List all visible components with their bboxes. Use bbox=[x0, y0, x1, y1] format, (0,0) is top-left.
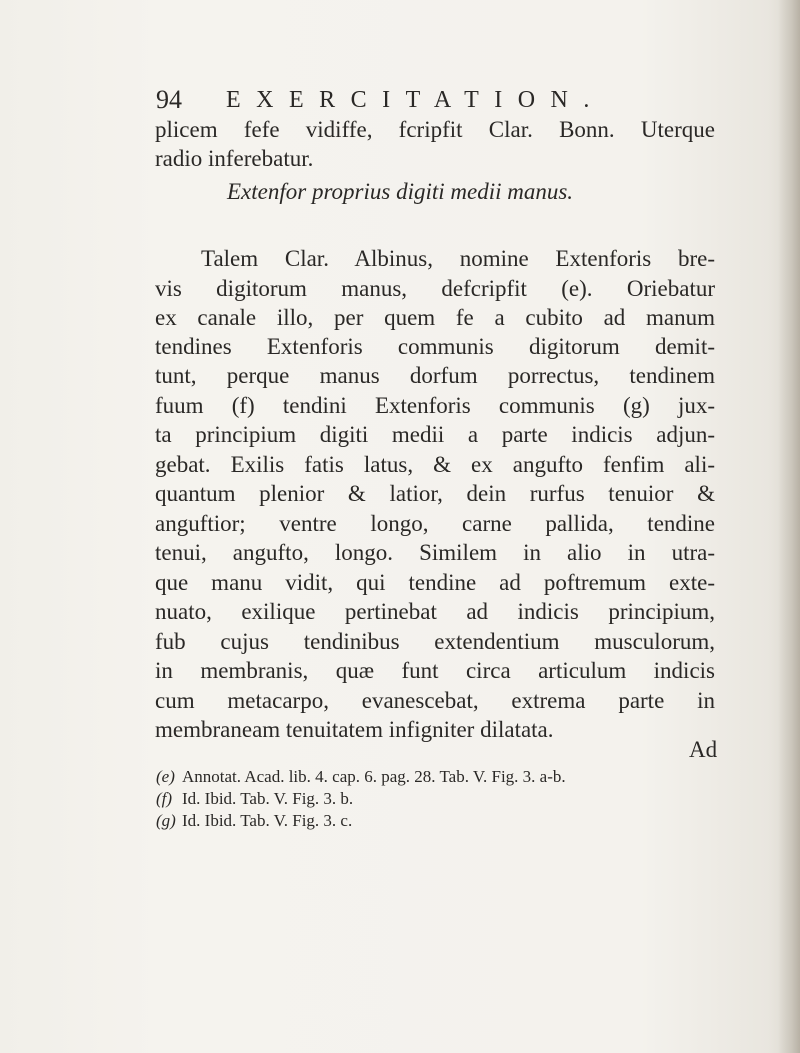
text-line: vis digitorum manus, defcripfit (e). Oriebatur bbox=[155, 276, 715, 301]
text-line: nuato, exilique pertinebat ad indicis principium, bbox=[155, 599, 715, 624]
text-line: quantum plenior & latior, dein rurfus tenuior & bbox=[155, 481, 715, 506]
footnote-text: Id. Ibid. Tab. V. Fig. 3. c. bbox=[182, 811, 353, 830]
running-head bbox=[156, 86, 716, 114]
page-number: 94 bbox=[156, 85, 182, 114]
text-line: tenui, angufto, longo. Similem in alio in utra- bbox=[155, 540, 715, 565]
page-edge-shadow bbox=[778, 0, 800, 1053]
text-line: in membranis, quæ funt circa articulum indicis bbox=[155, 658, 715, 683]
text-line: gebat. Exilis fatis latus, & ex angufto fenfim ali- bbox=[155, 452, 715, 477]
footnote-text: Id. Ibid. Tab. V. Fig. 3. b. bbox=[182, 789, 354, 808]
text-line: ex canale illo, per quem fe a cubito ad manum bbox=[155, 305, 715, 330]
footnote bbox=[156, 811, 352, 831]
text-line: anguftior; ventre longo, carne pallida, tendine bbox=[155, 511, 715, 536]
text-line: plicem fefe vidiffe, fcripfit Clar. Bonn. Uterque bbox=[155, 117, 715, 142]
footnote bbox=[156, 789, 353, 809]
catchword: Ad bbox=[689, 737, 718, 762]
text-line: que manu vidit, qui tendine ad poftremum exte- bbox=[155, 570, 715, 595]
text-line: fub cujus tendinibus extendentium musculorum, bbox=[155, 629, 715, 654]
running-title: EXERCITATION. bbox=[226, 87, 605, 113]
text-line: Talem Clar. Albinus, nomine Extenforis bre- bbox=[201, 246, 715, 271]
text-line: radio inferebatur. bbox=[155, 146, 314, 171]
footnote-text: Annotat. Acad. lib. 4. cap. 6. pag. 28. Tab. V. Fig. 3. a-b. bbox=[182, 767, 566, 786]
text-line: membraneam tenuitatem infigniter dilatata. bbox=[155, 717, 554, 742]
footnote bbox=[156, 767, 566, 787]
text-line: tunt, perque manus dorfum porrectus, tendinem bbox=[155, 363, 715, 388]
footnote-mark: (g) bbox=[156, 811, 176, 830]
text-line: fuum (f) tendini Extenforis communis (g) jux- bbox=[155, 393, 715, 418]
text-line: ta principium digiti medii a parte indicis adjun- bbox=[155, 422, 715, 447]
section-heading: Extenfor proprius digiti medii manus. bbox=[227, 179, 574, 204]
footnote-mark: (f) bbox=[156, 789, 173, 808]
text-line: cum metacarpo, evanescebat, extrema parte in bbox=[155, 688, 715, 713]
text-line: tendines Extenforis communis digitorum demit- bbox=[155, 334, 715, 359]
footnote-mark: (e) bbox=[156, 767, 175, 786]
